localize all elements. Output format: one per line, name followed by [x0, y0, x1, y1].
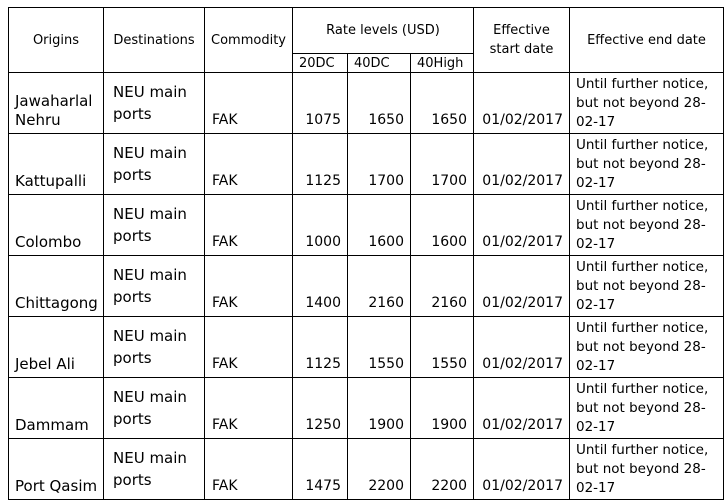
rate-40dc-cell: 1600: [348, 195, 411, 256]
rate-40dc-cell: 1550: [348, 317, 411, 378]
rate-20dc-cell: 1075: [293, 73, 348, 134]
header-40high: 40High: [411, 54, 474, 73]
rate-20dc-cell: 1475: [293, 439, 348, 500]
origin-cell: Port Qasim: [9, 439, 104, 500]
header-start-date: Effective start date: [474, 8, 570, 73]
rate-40high-cell: 1550: [411, 317, 474, 378]
origin-cell: Colombo: [9, 195, 104, 256]
start-date-cell: 01/02/2017: [474, 134, 570, 195]
rate-20dc-cell: 1125: [293, 134, 348, 195]
rate-20dc-cell: 1125: [293, 317, 348, 378]
header-rate-levels: Rate levels (USD): [293, 8, 474, 54]
rate-40high-cell: 1700: [411, 134, 474, 195]
header-origins: Origins: [9, 8, 104, 73]
rate-40high-cell: 1650: [411, 73, 474, 134]
end-date-cell: Until further notice, but not beyond 28-02-17: [570, 256, 724, 317]
origin-cell: Kattupalli: [9, 134, 104, 195]
rate-20dc-cell: 1000: [293, 195, 348, 256]
commodity-cell: FAK: [205, 134, 293, 195]
start-date-cell: 01/02/2017: [474, 439, 570, 500]
rate-40high-cell: 2200: [411, 439, 474, 500]
commodity-cell: FAK: [205, 378, 293, 439]
rate-40dc-cell: 1650: [348, 73, 411, 134]
rate-40dc-cell: 2160: [348, 256, 411, 317]
destination-cell: NEU main ports: [104, 378, 205, 439]
table-row: [9, 317, 724, 378]
table-row: [9, 134, 724, 195]
commodity-cell: FAK: [205, 256, 293, 317]
destination-cell: NEU main ports: [104, 317, 205, 378]
table-row: [9, 439, 724, 500]
rate-20dc-cell: 1250: [293, 378, 348, 439]
end-date-cell: Until further notice, but not beyond 28-02-17: [570, 439, 724, 500]
commodity-cell: FAK: [205, 73, 293, 134]
destination-cell: NEU main ports: [104, 195, 205, 256]
rate-40dc-cell: 1900: [348, 378, 411, 439]
rate-40dc-cell: 2200: [348, 439, 411, 500]
origin-cell: Jawaharlal Nehru: [9, 73, 104, 134]
commodity-cell: FAK: [205, 439, 293, 500]
table-row: [9, 256, 724, 317]
origin-cell: Dammam: [9, 378, 104, 439]
rate-40dc-cell: 1700: [348, 134, 411, 195]
start-date-cell: 01/02/2017: [474, 317, 570, 378]
table-row: [9, 378, 724, 439]
origin-cell: Chittagong: [9, 256, 104, 317]
header-40dc: 40DC: [348, 54, 411, 73]
start-date-cell: 01/02/2017: [474, 378, 570, 439]
start-date-cell: 01/02/2017: [474, 256, 570, 317]
end-date-cell: Until further notice, but not beyond 28-02-17: [570, 378, 724, 439]
header-destinations: Destinations: [104, 8, 205, 73]
origin-cell: Jebel Ali: [9, 317, 104, 378]
rate-20dc-cell: 1400: [293, 256, 348, 317]
end-date-cell: Until further notice, but not beyond 28-02-17: [570, 73, 724, 134]
header-20dc: 20DC: [293, 54, 348, 73]
start-date-cell: 01/02/2017: [474, 195, 570, 256]
commodity-cell: FAK: [205, 195, 293, 256]
table-row: [9, 73, 724, 134]
table-row: [9, 195, 724, 256]
rate-40high-cell: 1600: [411, 195, 474, 256]
start-date-cell: 01/02/2017: [474, 73, 570, 134]
header-commodity: Commodity: [205, 8, 293, 73]
rate-40high-cell: 2160: [411, 256, 474, 317]
destination-cell: NEU main ports: [104, 256, 205, 317]
rate-40high-cell: 1900: [411, 378, 474, 439]
rates-table: [8, 7, 724, 500]
destination-cell: NEU main ports: [104, 439, 205, 500]
destination-cell: NEU main ports: [104, 73, 205, 134]
header-end-date: Effective end date: [570, 8, 724, 73]
end-date-cell: Until further notice, but not beyond 28-02-17: [570, 317, 724, 378]
commodity-cell: FAK: [205, 317, 293, 378]
end-date-cell: Until further notice, but not beyond 28-02-17: [570, 195, 724, 256]
end-date-cell: Until further notice, but not beyond 28-02-17: [570, 134, 724, 195]
destination-cell: NEU main ports: [104, 134, 205, 195]
